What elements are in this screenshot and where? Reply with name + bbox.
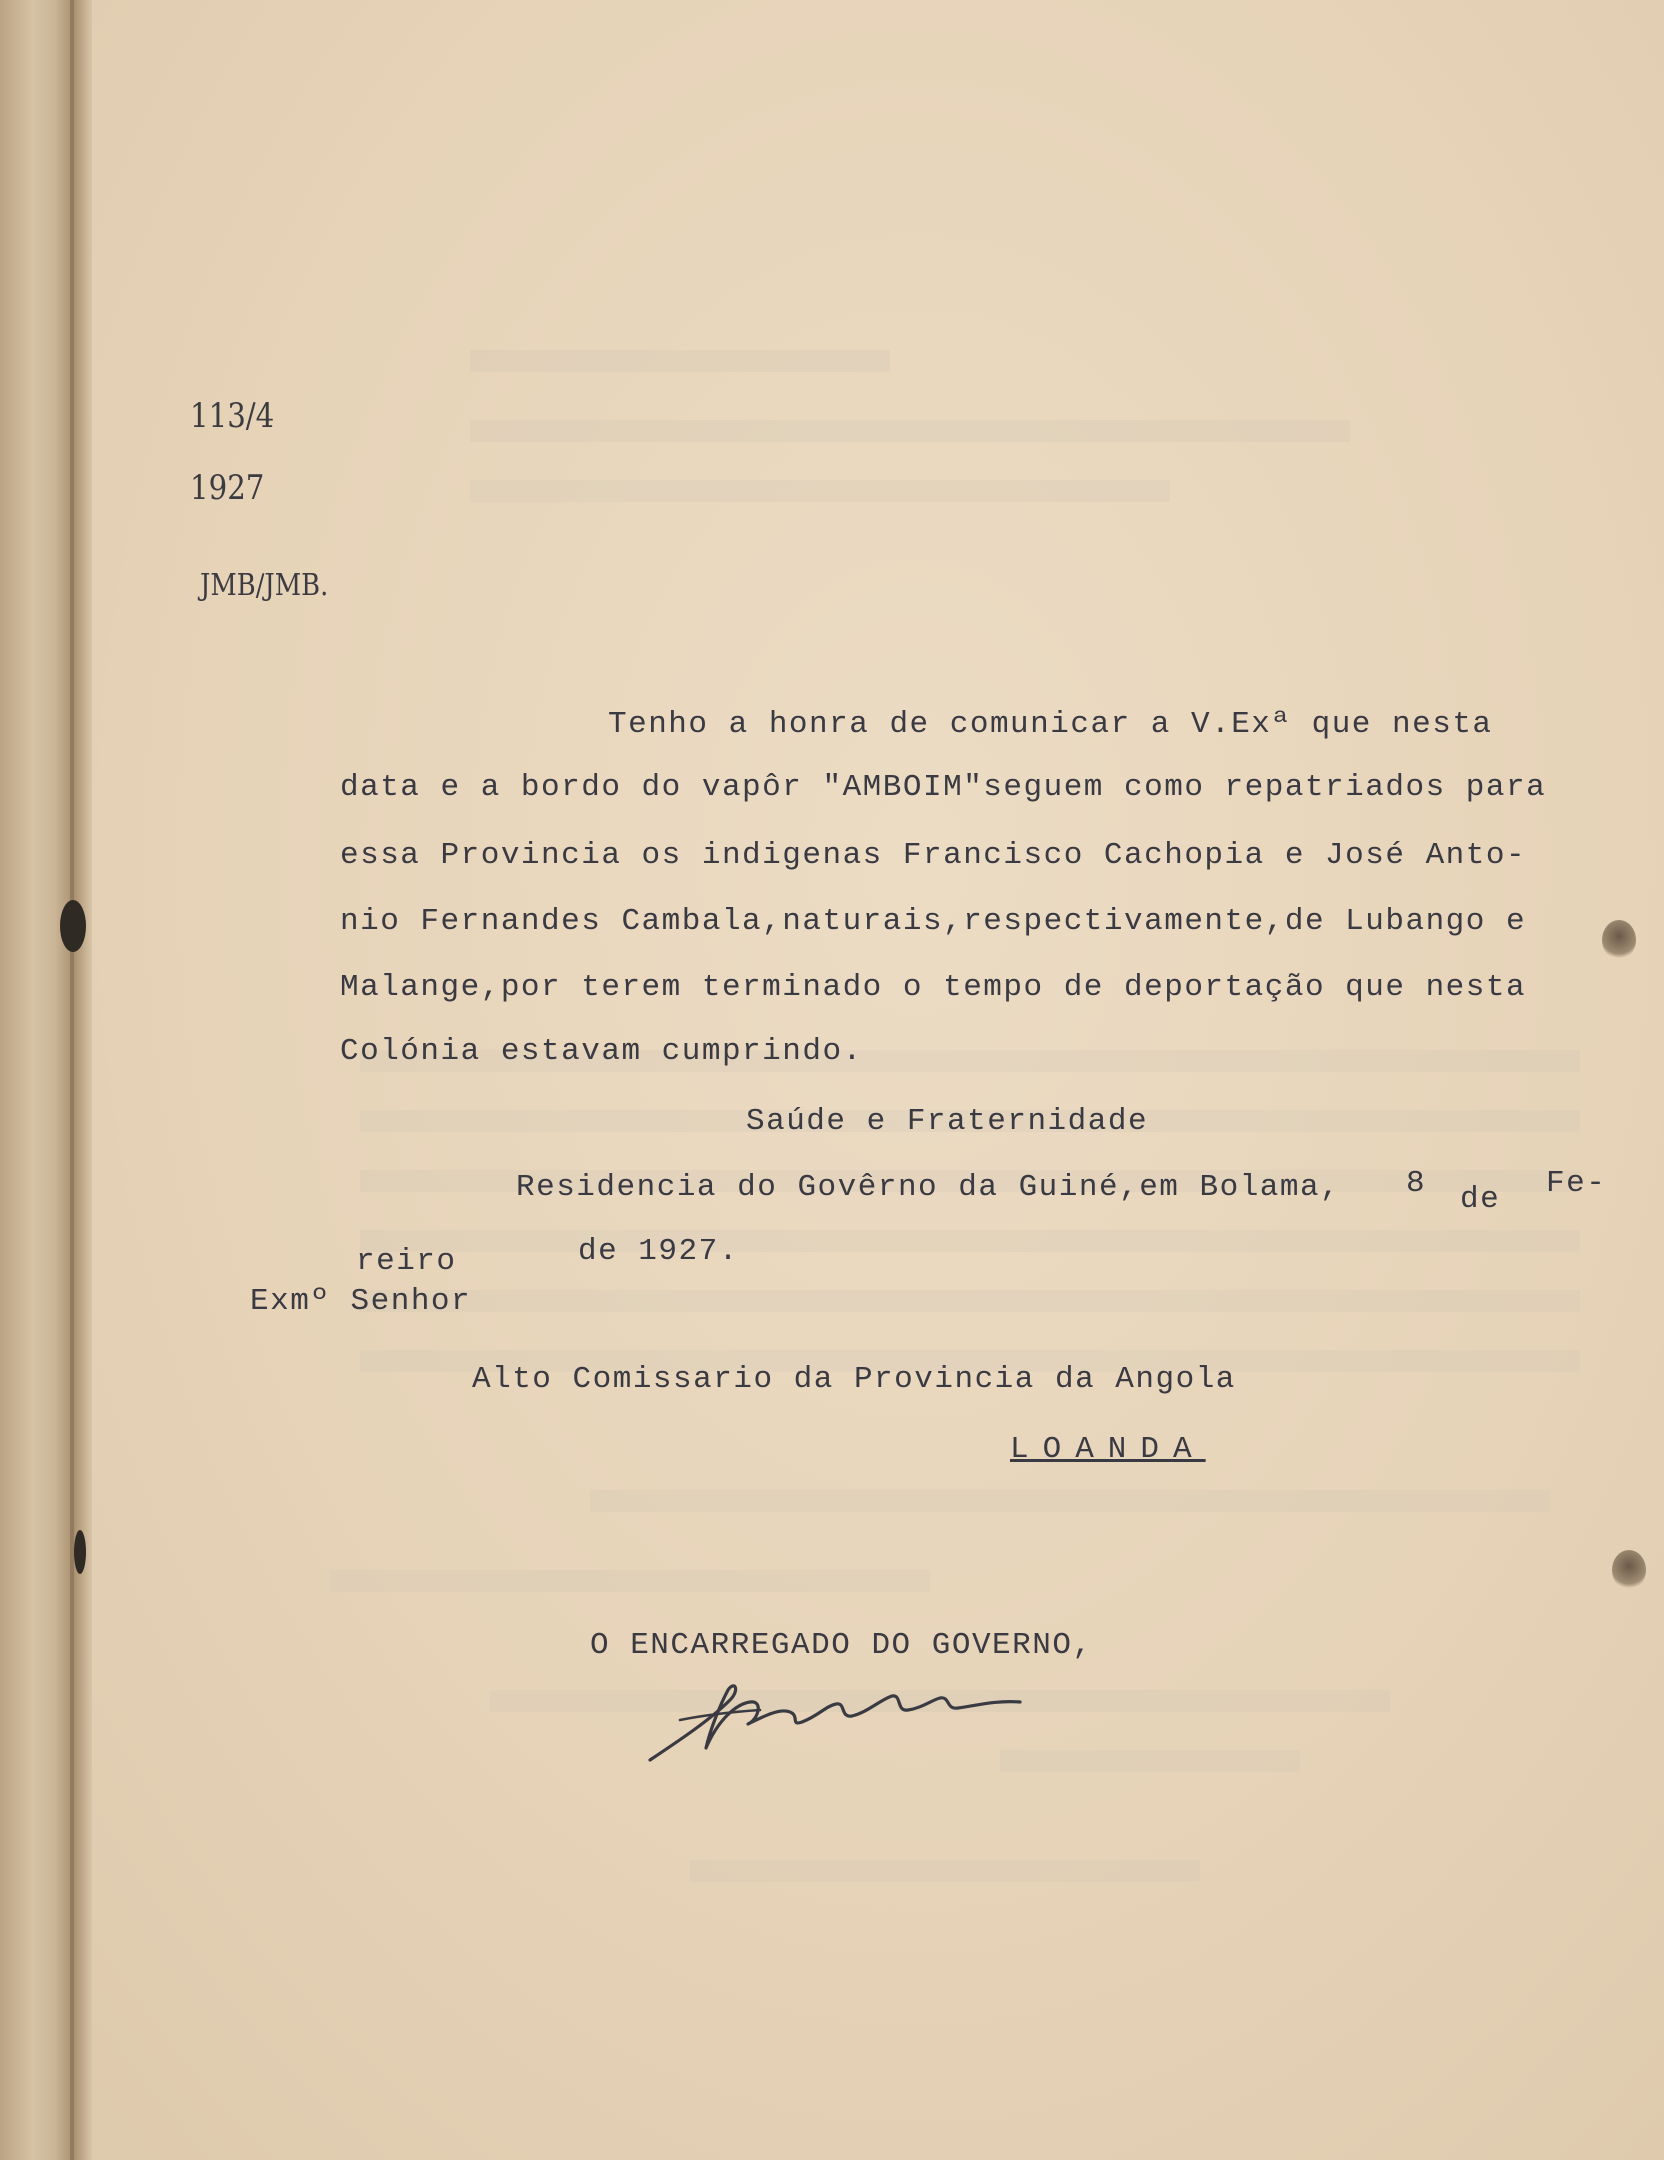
addressee-title: Alto Comissario da Provincia da Angola — [472, 1362, 1236, 1397]
binding-hole — [60, 900, 86, 952]
binding-spine — [0, 0, 92, 2160]
body-line: Malange,por terem terminado o tempo de deportação que nesta — [340, 970, 1527, 1005]
addressee-city: LOANDA — [1010, 1432, 1206, 1467]
binding-edge-line — [70, 0, 74, 2160]
body-line: data e a bordo do vapôr "AMBOIM"seguem como repatriados para — [340, 770, 1547, 805]
handwritten-signature — [640, 1660, 1060, 1780]
date-year: de 1927. — [578, 1234, 739, 1269]
closing-salutation: Saúde e Fraternidade — [746, 1104, 1149, 1139]
initials: JMB/JMB. — [200, 568, 329, 603]
date-day: 8 — [1406, 1166, 1427, 1201]
body-line: essa Provincia os indigenas Francisco Cachopia e José Anto- — [340, 838, 1527, 873]
reference-year: 1927 — [190, 468, 265, 508]
binding-hole — [74, 1530, 86, 1574]
date-month-end: reiro — [356, 1244, 457, 1279]
reference-number: 113/4 — [190, 396, 275, 436]
body-line: Colónia estavam cumprindo. — [340, 1034, 863, 1069]
body-line: nio Fernandes Cambala,naturais,respectivamente,de Lubango e — [340, 904, 1527, 939]
punch-hole — [1602, 920, 1636, 960]
addressee-salutation: Exmº Senhor — [250, 1284, 472, 1319]
date-month-start: Fe- — [1546, 1166, 1607, 1201]
body-line: Tenho a honra de comunicar a V.Exª que nesta — [608, 707, 1493, 742]
signatory-title: O ENCARREGADO DO GOVERNO, — [590, 1628, 1093, 1663]
place-date-line: Residencia do Govêrno da Guiné,em Bolama, — [516, 1170, 1341, 1205]
date-de: de — [1460, 1182, 1501, 1217]
punch-hole — [1612, 1550, 1646, 1590]
